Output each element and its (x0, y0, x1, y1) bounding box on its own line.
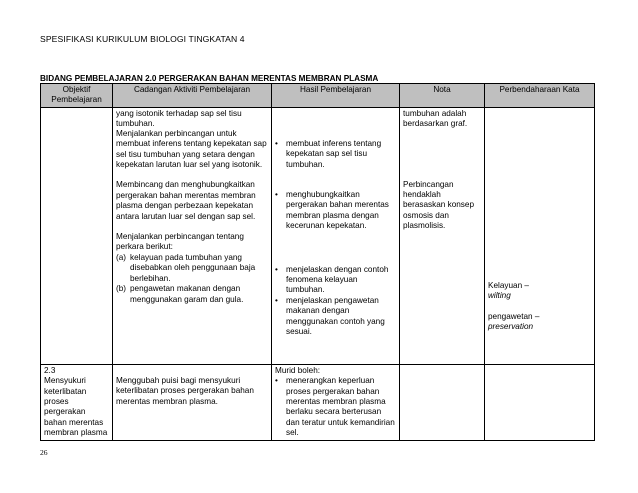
column-header-activity: Cadangan Aktiviti Pembelajaran (113, 84, 272, 108)
outcome-bullet: • menghubungkaitkan pergerakan bahan merentas membran plasma dengan kecerunan kepekatan. (275, 190, 396, 232)
notes-cell (400, 107, 485, 364)
list-item (116, 284, 268, 305)
outcome-bullet: • menjelaskan dengan contoh fenomena kelayuan tumbuhan. (275, 265, 396, 296)
outcome-cell (272, 364, 400, 440)
column-header-notes: Nota (400, 84, 485, 108)
activity-text: Menggubah puisi bagi mensyukuri keterlibatan proses pergerakan bahan merentas membran plasma. (116, 375, 254, 406)
list-label: (a) (116, 252, 127, 262)
section-title: BIDANG PEMBELAJARAN 2.0 PERGERAKAN BAHAN MERENTAS MEMBRAN PLASMA (40, 74, 379, 83)
document-header: SPESIFIKASI KURIKULUM BIOLOGI TINGKATAN 4 (40, 34, 245, 44)
objective-cell (41, 107, 113, 364)
outcome-bullet: • membuat inferens tentang kepekatan sap sel tisu tumbuhan. (275, 139, 396, 170)
vocabulary-cell (485, 107, 595, 364)
vocabulary-translation: wilting (488, 291, 511, 301)
outcome-intro: Murid boleh: (275, 365, 321, 375)
activity-cell (113, 107, 272, 364)
column-header-objective: Objektif Pembelajaran (41, 84, 113, 108)
vocabulary-translation: preservation (488, 322, 534, 332)
notes-cell (400, 364, 485, 440)
list-label: (b) (116, 284, 127, 294)
column-header-vocabulary: Perbendaharaan Kata (485, 84, 595, 108)
curriculum-table (40, 83, 595, 441)
table-row (41, 364, 595, 440)
vocabulary-term: Kelayuan – (488, 280, 529, 290)
vocabulary-term: pengawetan – (488, 311, 540, 321)
list-item-text: kelayuan pada tumbuhan yang disebabkan oleh penggunaan baja berlebihan. (130, 252, 256, 283)
vocabulary-cell (485, 364, 595, 440)
objective-cell: 2.3 Mensyukuri keterlibatan proses pergerakan bahan merentas membran plasma (41, 364, 113, 440)
activity-text: Menjalankan perbincangan untuk membuat inferens tentang kepekatan sap sel tisu tumbuhan yang setara dengan kepekatan larutan luar sel yang isotonik. (116, 128, 267, 170)
note-text: tumbuhan adalah berdasarkan graf. (403, 108, 468, 129)
note-text: Perbincangan hendaklah berasaskan konsep osmosis dan plasmolisis. (403, 179, 475, 231)
outcome-bullet: • menjelaskan pengawetan makanan dengan menggunakan contoh yang sesuai. (275, 296, 396, 338)
outcome-bullet: • menerangkan keperluan proses pergerakan bahan merentas membran plasma berlaku secara berterusan dan teratur untuk kemandirian sel. (275, 376, 396, 438)
page-number: 26 (40, 448, 48, 457)
activity-text: Membincang dan menghubungkaitkan pergerakan bahan merentas membran plasma dengan perbezaan kepekatan antara larutan luar sel dengan sap sel. (116, 180, 256, 221)
table-row (41, 107, 595, 364)
activity-cell (113, 364, 272, 440)
column-header-outcome: Hasil Pembelajaran (272, 84, 400, 108)
activity-text: yang isotonik terhadap sap sel tisu tumbuhan. (116, 108, 242, 129)
list-item-text: pengawetan makanan dengan menggunakan garam dan gula. (130, 284, 244, 304)
list-item (116, 253, 268, 284)
activity-text: Menjalankan perbincangan tentang perkara berikut: (116, 232, 244, 252)
outcome-cell (272, 107, 400, 364)
table-header-row (41, 84, 595, 108)
